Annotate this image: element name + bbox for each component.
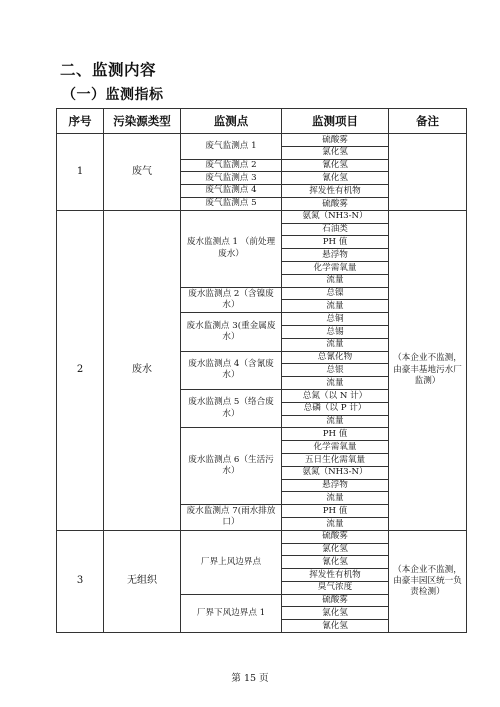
remark-fugitive: （本企业不监测，由豪丰园区统一负责检测） (389, 530, 467, 632)
monitoring-item: 化学需氧量 (282, 261, 389, 274)
monitoring-item: 流量 (282, 415, 389, 428)
monitoring-point: 废气监测点 3 (181, 172, 282, 185)
row-no: 2 (57, 210, 104, 530)
monitoring-item: 总银 (282, 364, 389, 377)
monitoring-item: 氰化氢 (282, 172, 389, 185)
monitoring-point: 废水监测点 3(重金属废水） (181, 313, 282, 351)
header-remarks: 备注 (389, 109, 467, 134)
monitoring-indicator-table (56, 108, 467, 633)
monitoring-item: 流量 (282, 492, 389, 505)
section-heading: 二、监测内容 (60, 61, 157, 79)
source-type: 废气 (104, 134, 181, 211)
monitoring-item: 臭气浓度 (282, 581, 389, 594)
monitoring-item: 流量 (282, 338, 389, 351)
monitoring-item: 总锡 (282, 325, 389, 338)
monitoring-item: 总氰化物 (282, 351, 389, 364)
header-source-type: 污染源类型 (104, 109, 181, 134)
monitoring-point: 废气监测点 2 (181, 159, 282, 172)
monitoring-item: PH 值 (282, 236, 389, 249)
monitoring-item: 化学需氧量 (282, 441, 389, 454)
monitoring-point: 厂界上风边界点 (181, 530, 282, 594)
monitoring-point: 废水监测点 5（络合废水） (181, 389, 282, 427)
monitoring-item: 总磷（以 P 计） (282, 402, 389, 415)
table-header-row (57, 109, 467, 134)
monitoring-item: 氨氮（NH3-N） (282, 210, 389, 223)
subsection-heading: （一）监测指标 (62, 87, 164, 103)
monitoring-point: 厂界下风边界点 1 (181, 594, 282, 632)
monitoring-item: 流量 (282, 377, 389, 390)
monitoring-item: 挥发性有机物 (282, 185, 389, 198)
remark-water: （本企业不监测，由豪丰基地污水厂监测） (389, 210, 467, 530)
header-no: 序号 (57, 109, 104, 134)
monitoring-item: 硫酸雾 (282, 134, 389, 147)
monitoring-item: 氰化氢 (282, 620, 389, 633)
table-row (57, 530, 467, 543)
remark-empty (389, 134, 467, 211)
monitoring-point: 废水监测点 4（含氰废水） (181, 351, 282, 389)
monitoring-item: 氰化氢 (282, 556, 389, 569)
row-no: 3 (57, 530, 104, 632)
monitoring-item: 总镍 (282, 287, 389, 300)
monitoring-point: 废气监测点 5 (181, 197, 282, 210)
monitoring-point: 废水监测点 2（含镍废水） (181, 287, 282, 313)
monitoring-item: 氨氮（NH3-N） (282, 466, 389, 479)
monitoring-item: 氯化氢 (282, 607, 389, 620)
monitoring-item: 挥发性有机物 (282, 569, 389, 582)
monitoring-item: 硫酸雾 (282, 197, 389, 210)
monitoring-item: 总氮（以 N 计） (282, 389, 389, 402)
monitoring-item: 流量 (282, 274, 389, 287)
monitoring-item: PH 值 (282, 505, 389, 518)
monitoring-point: 废气监测点 4 (181, 185, 282, 198)
monitoring-item: 硫酸雾 (282, 530, 389, 543)
monitoring-item: 悬浮物 (282, 249, 389, 262)
source-type: 废水 (104, 210, 181, 530)
row-no: 1 (57, 134, 104, 211)
monitoring-item: 总铜 (282, 313, 389, 326)
header-monitoring-item: 监测项目 (282, 109, 389, 134)
monitoring-point: 废水监测点 7(雨水排放口） (181, 505, 282, 531)
monitoring-item: 氯化氢 (282, 146, 389, 159)
page-number: 第 15 页 (231, 673, 269, 684)
header-monitoring-point: 监测点 (181, 109, 282, 134)
monitoring-point: 废气监测点 1 (181, 134, 282, 160)
monitoring-item: 氰化氢 (282, 159, 389, 172)
table-row (57, 210, 467, 223)
monitoring-item: 悬浮物 (282, 479, 389, 492)
monitoring-item: PH 值 (282, 428, 389, 441)
source-type: 无组织 (104, 530, 181, 632)
table-row (57, 134, 467, 147)
monitoring-point: 废水监测点 1 （前处理废水） (181, 210, 282, 287)
monitoring-item: 硫酸雾 (282, 594, 389, 607)
monitoring-item: 五日生化需氧量 (282, 453, 389, 466)
monitoring-item: 流量 (282, 517, 389, 530)
monitoring-point: 废水监测点 6（生活污水） (181, 428, 282, 505)
monitoring-item: 石油类 (282, 223, 389, 236)
monitoring-item: 流量 (282, 300, 389, 313)
monitoring-item: 氯化氢 (282, 543, 389, 556)
